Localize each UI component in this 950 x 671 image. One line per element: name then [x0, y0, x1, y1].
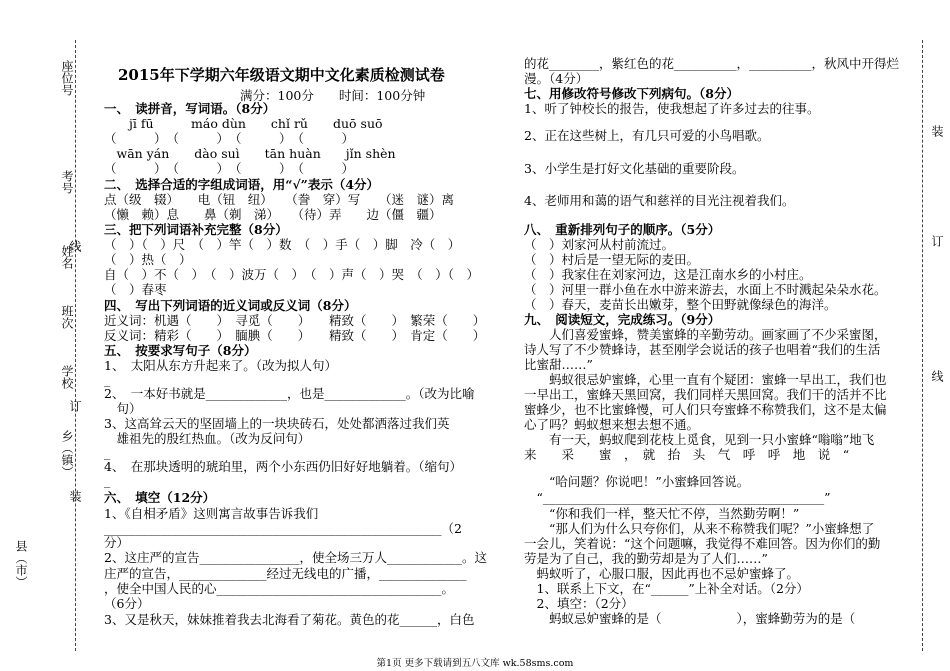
q4-heading: 四、 写出下列词语的近义词或反义词（8分）	[104, 298, 357, 313]
q2-row2: （懒 赖）息 鼻（剃 涕） （待）弄 边（僵 疆）	[104, 207, 442, 222]
q6-item1: 1、《自相矛盾》这则寓言故事告诉我们	[104, 506, 319, 521]
q5-item3-blank: _	[104, 445, 111, 460]
q7-item3: 3、小学生是打好文化基础的重要阶段。	[524, 161, 745, 176]
class-label: 班次	[60, 305, 74, 329]
q2-heading: 二、 选择合适的字组成词语，用“√”表示（4分）	[104, 177, 380, 192]
seat-number-label: 座位号	[60, 60, 74, 96]
q1-pinyin-row2: wān yán dào suì tān huàn jǐn shèn	[104, 146, 396, 161]
q9-task2-line: 蚂蚁忌妒蜜蜂的是（ ），蜜蜂勤劳为的是（	[524, 611, 856, 626]
pack-mark: 装	[68, 490, 82, 502]
passage-line11: “你和我们一样，整天忙不停，当然勤劳啊！”	[524, 506, 800, 521]
q8-sentence1: （ ）刘家河从村前流过。	[524, 237, 675, 252]
q5-item4: 4、 在那块透明的琥珀里，两个小东西仍旧好好地躺着。（缩句）	[104, 459, 462, 474]
q8-sentence5: （ ）春天，麦苗长出嫩芽，整个田野就像绿色的海洋。	[524, 297, 837, 312]
q4-antonyms: 反义词：精彩（ ） 腼腆（ ） 精致（ ） 肯定（ ）	[104, 328, 486, 343]
county-label: 县（市）	[14, 540, 28, 588]
q1-answer-row2: （ ） （ ） （ ） （ ）	[104, 161, 355, 176]
right-bind-mark: 订	[930, 235, 944, 247]
passage-line3: 比蜜甜……”	[524, 357, 593, 372]
town-label: 乡（镇）	[60, 430, 74, 478]
name-label: 姓名	[60, 245, 74, 269]
q9-heading: 九、 阅读短文，完成练习。（9分）	[524, 312, 721, 327]
q6-item1-score: 分）	[104, 535, 130, 550]
q6-item2-cont: 庄严的宣告，______________经过无线电的广播，______________	[104, 566, 467, 581]
passage-line8: 有一天，蚂蚁爬到花枝上觅食，见到一只小蜜蜂“嗡嗡”地飞	[524, 432, 875, 447]
q8-sentence2: （ ）村后是一望无际的麦田。	[524, 252, 700, 267]
exam-title: 2015年下学期六年级语文期中文化素质检测试卷	[118, 66, 445, 84]
q6-heading: 六、 填空（12分）	[104, 490, 216, 505]
q5-item2: 2、 一本好书就是_____________，也是_____________。（改为比喻	[104, 386, 475, 401]
q5-item3: 3、这高耸云天的坚固墙上的一块块砖石，处处都洒落过我们英	[104, 416, 450, 431]
q6-item1-blank: ______________________________________________________（2	[104, 521, 462, 536]
q1-pinyin-row1: jī fū máo dùn chǐ rǔ duō suō	[104, 116, 383, 131]
q6-item2: 2、这庄严的宣告________________，使全场三万人____________。这	[104, 550, 487, 565]
passage-line15: 蚂蚁听了，心服口服，因此再也不忌妒蜜蜂了。	[524, 566, 800, 581]
q3-row2: （ ）热（ ）	[104, 252, 192, 267]
bind-mark: 订	[68, 400, 82, 412]
q5-item1: 1、 太阳从东方升起来了。（改为拟人句）	[104, 358, 337, 373]
q3-row1: （ ）（ ）尺 （ ）竿（ ）数 （ ）手（ ）脚 冷（ ）	[104, 237, 461, 252]
line-mark: 线	[68, 240, 82, 252]
passage-line9: 来 采 蜜 ， 就 抬 头 气 呼 呼 地 说 “	[524, 447, 850, 462]
q5-item3-cont: 雄祖先的殷红热血。（改为反问句）	[104, 431, 311, 446]
q3-row3: 自（ ）不（ ） （ ）波万（ ） （ ）声（ ）哭 （ ）（ ）	[104, 267, 480, 282]
q3-heading: 三、把下列词语补充完整（8分）	[104, 222, 288, 237]
q7-item4: 4、老师用和蔼的语气和慈祥的目光注视着我们。	[524, 193, 795, 208]
passage-line4: 蚂蚁很忌妒蜜蜂，心里一直有个疑团：蜜蜂一早出工，我们也	[524, 372, 887, 387]
q8-sentence3: （ ）我家住在刘家河边，这是江南水乡的小村庄。	[524, 267, 812, 282]
q4-synonyms: 近义词：机遇（ ） 寻觅（ ） 精致（ ） 繁荣（ ）	[104, 313, 486, 328]
q5-item2-cont: 句）	[104, 401, 142, 416]
q9-task2: 2、填空：（2分）	[524, 596, 634, 611]
passage-line14: 劳是为了自己，我的勤劳却是为了人们……”	[524, 551, 768, 566]
q1-heading: 一、 读拼音，写词语。（8分）	[104, 101, 276, 116]
q6-item3-score: 漫。（4分）	[524, 71, 589, 86]
passage-line12: “那人们为什么只夸你们，从来不称赞我们呢？”小蜜蜂想了	[524, 521, 875, 536]
passage-line2: 诗人写了不少赞蜂诗，甚至刚学会说话的孩子也唱着“我们的生活	[524, 342, 881, 357]
passage-blank-line: “_____________________________________________”	[524, 490, 831, 505]
q6-item2-score: （6分）	[104, 596, 150, 611]
q6-item2-cont2: ，使全中国人民的心____________________________________。	[104, 581, 455, 596]
q8-heading: 八、 重新排列句子的顺序。（5分）	[524, 222, 721, 237]
q5-item1-blank: _	[104, 372, 111, 387]
passage-line5: 一早出工，蜜蜂天黑回窝，我们同样天黑回窝。我们干的活并不比	[524, 387, 887, 402]
q7-heading: 七、用修改符号修改下列病句。（8分）	[524, 86, 739, 101]
q8-sentence4: （ ）河里一群小鱼在水中游来游去，水面上不时溅起朵朵水花。	[524, 282, 887, 297]
q9-task1: 1、联系上下文，在“______”上补全对话。（2分）	[524, 581, 809, 596]
passage-line10: “哈问题？你说吧！”小蜜蜂回答说。	[524, 474, 750, 489]
q5-item4-blank: _	[104, 473, 111, 488]
passage-line1: 人们喜爱蜜蜂，赞美蜜蜂的辛勤劳动。画家画了不少采蜜图，	[524, 327, 887, 342]
passage-line6: 蜜蜂少，也不比蜜蜂慢，可人们只夸蜜蜂不称赞我们，这不是太偏	[524, 402, 887, 417]
right-line-mark: 线	[930, 370, 944, 382]
q3-row4: （ ）春枣	[104, 282, 167, 297]
passage-line7: 心了吗？蚂蚁想来想去想不通。	[524, 417, 700, 432]
q6-item3: 3、又是秋天，妹妹推着我去北海看了菊花。黄色的花______，白色	[104, 612, 475, 627]
exam-number-label: 考号	[60, 170, 74, 194]
exam-subtitle: 满分：100分 时间：100分钟	[240, 88, 426, 103]
q7-item2: 2、正在这些树上，有几只可爱的小鸟唱歌。	[524, 128, 770, 143]
right-cut-line	[922, 40, 923, 651]
q7-item1: 1、听了钟校长的报告，使我想起了许多过去的往事。	[524, 101, 820, 116]
passage-line13: 一会儿，笑着说：“这个问题嘛，我觉得不难回答。因为你们的勤	[524, 536, 881, 551]
right-pack-mark: 装	[930, 125, 944, 137]
q2-row1: 点（级 辍） 电（钮 纽） （誊 穿）写 （迷 谜）离	[104, 192, 455, 207]
q1-answer-row1: （ ） （ ） （ ） （ ）	[104, 131, 355, 146]
school-label: 学校	[60, 365, 74, 389]
q5-heading: 五、 按要求写句子（8分）	[104, 343, 257, 358]
page-footer: 第1页 更多下载请到五八文库 wk.58sms.com	[376, 658, 574, 669]
q6-item3-cont: 的花________，紫红色的花__________，__________，秋风中开得烂	[524, 56, 900, 71]
